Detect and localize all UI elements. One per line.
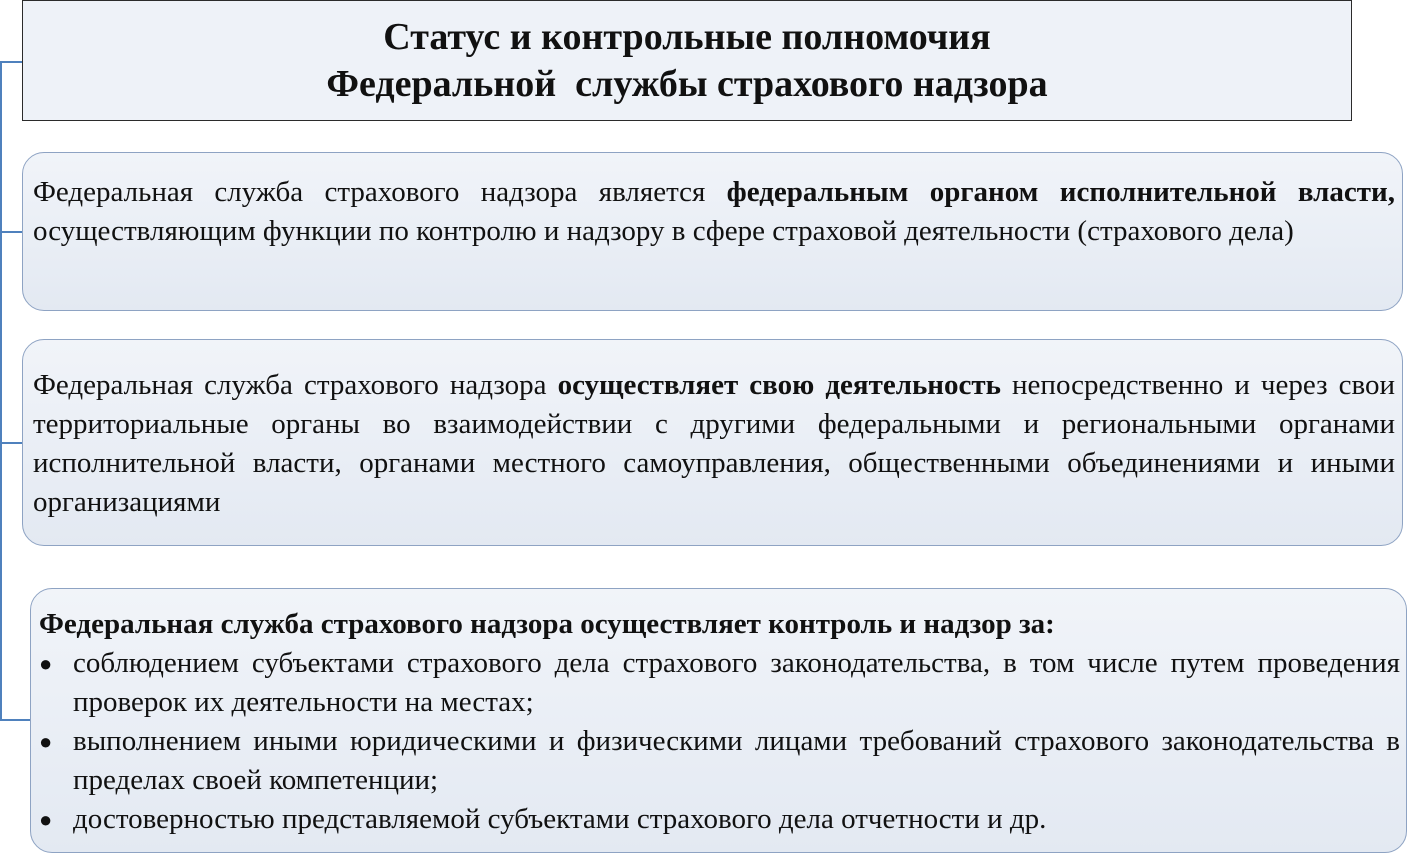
- list-item: [39, 800, 1400, 839]
- title-line-2: Федеральной службы страхового надзора: [326, 62, 1048, 105]
- activity-text-bold: осуществляет свою деятельность: [557, 369, 1001, 401]
- connector-vertical: [0, 61, 2, 720]
- connector-to-block3: [0, 719, 30, 721]
- title-line-1: Статус и контрольные полномочия: [383, 15, 991, 58]
- connector-to-title: [0, 61, 22, 63]
- control-block: [30, 588, 1407, 853]
- status-text-pre: Федеральная служба страхового надзора является: [33, 176, 727, 208]
- activity-text-post: непосредственно и через свои территориальные органы во взаимодействии с другими федеральными и региональными органами исполнительной власти, органами местного самоуправления, общественными объединениями и иными организациями: [33, 369, 1395, 518]
- list-item-text: выполнением иными юридическими и физическими лицами требований страхового законодательства в пределах своей компетенции;: [73, 725, 1400, 796]
- activity-block: [22, 339, 1403, 546]
- status-text-post: осуществляющим функции по контролю и надзору в сфере страховой деятельности (страхового дела): [33, 215, 1294, 247]
- connector-to-block1: [0, 231, 22, 233]
- bullet-icon: ●: [39, 807, 53, 832]
- list-item-text: достоверностью представляемой субъектами страхового дела отчетности и др.: [73, 803, 1047, 835]
- control-heading: Федеральная служба страхового надзора осуществляет контроль и надзор за:: [39, 608, 1055, 640]
- list-item-text: соблюдением субъектами страхового дела страхового законодательства, в том числе путем проведения проверок их деятельности на местах;: [73, 647, 1400, 718]
- activity-text: [33, 366, 1395, 522]
- bullet-icon: ●: [39, 729, 53, 754]
- title-box: [22, 0, 1352, 121]
- activity-text-pre: Федеральная служба страхового надзора: [33, 369, 558, 401]
- list-item: [39, 722, 1400, 800]
- list-item: [39, 644, 1400, 722]
- control-list: [39, 644, 1400, 839]
- connector-to-block2: [0, 442, 22, 444]
- status-text: [33, 173, 1395, 251]
- status-text-bold: федеральным органом исполнительной власти,: [726, 176, 1395, 208]
- status-block: [22, 152, 1403, 311]
- bullet-icon: ●: [39, 651, 53, 676]
